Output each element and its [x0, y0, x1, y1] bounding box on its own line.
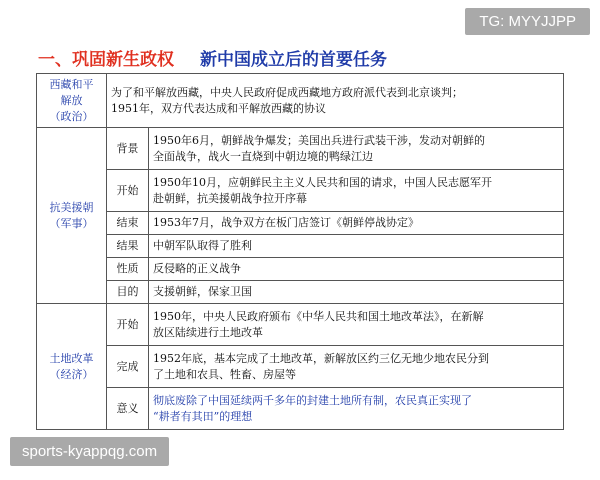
table-row — [37, 74, 564, 128]
korea-text-end: 1953年7月，战争双方在板门店签订《朝鲜停战协定》 — [149, 212, 564, 235]
category-korea: 抗美援朝 （军事） — [37, 128, 107, 304]
table-row — [37, 346, 564, 388]
category-land-reform: 土地改革 （经济） — [37, 304, 107, 430]
table-row — [37, 170, 564, 212]
land-text-complete: 1952年底，基本完成了土地改革，新解放区约三亿无地少地农民分到 了土地和农具、牲畜、房屋等 — [149, 346, 564, 388]
korea-label-nature: 性质 — [107, 258, 149, 281]
land-text-start: 1950年，中央人民政府颁布《中华人民共和国土地改革法》，在新解 放区陆续进行土地改革 — [149, 304, 564, 346]
table-row — [37, 128, 564, 170]
table-row — [37, 281, 564, 304]
section-title: 一、巩固新生政权 — [38, 50, 174, 70]
korea-text-purpose: 支援朝鲜，保家卫国 — [149, 281, 564, 304]
korea-text-background: 1950年6月，朝鲜战争爆发；美国出兵进行武装干涉，发动对朝鲜的 全面战争，战火一直烧到中朝边境的鸭绿江边 — [149, 128, 564, 170]
land-label-complete: 完成 — [107, 346, 149, 388]
table-row — [37, 388, 564, 430]
tibet-description: 为了和平解放西藏，中央人民政府促成西藏地方政府派代表到北京谈判； 1951年，双方代表达成和平解放西藏的协议 — [107, 74, 564, 128]
watermark-bottom-left: sports-kyappqg.com — [10, 437, 169, 466]
korea-label-purpose: 目的 — [107, 281, 149, 304]
korea-label-background: 背景 — [107, 128, 149, 170]
summary-table — [36, 73, 564, 430]
korea-text-start: 1950年10月，应朝鲜民主主义人民共和国的请求，中国人民志愿军开 赴朝鲜，抗美援朝战争拉开序幕 — [149, 170, 564, 212]
korea-label-result: 结果 — [107, 235, 149, 258]
watermark-top-right: TG: MYYJJPP — [465, 8, 590, 35]
land-label-significance: 意义 — [107, 388, 149, 430]
table-row — [37, 235, 564, 258]
land-text-significance: 彻底废除了中国延续两千多年的封建土地所有制，农民真正实现了 “耕者有其田”的理想 — [149, 388, 564, 430]
section-subtitle: 新中国成立后的首要任务 — [200, 50, 387, 70]
korea-label-end: 结束 — [107, 212, 149, 235]
table-row — [37, 258, 564, 281]
category-tibet: 西藏和平 解放 （政治） — [37, 74, 107, 128]
land-label-start: 开始 — [107, 304, 149, 346]
page-title — [38, 45, 387, 70]
korea-label-start: 开始 — [107, 170, 149, 212]
table-row — [37, 212, 564, 235]
korea-text-result: 中朝军队取得了胜利 — [149, 235, 564, 258]
korea-text-nature: 反侵略的正义战争 — [149, 258, 564, 281]
table-row — [37, 304, 564, 346]
